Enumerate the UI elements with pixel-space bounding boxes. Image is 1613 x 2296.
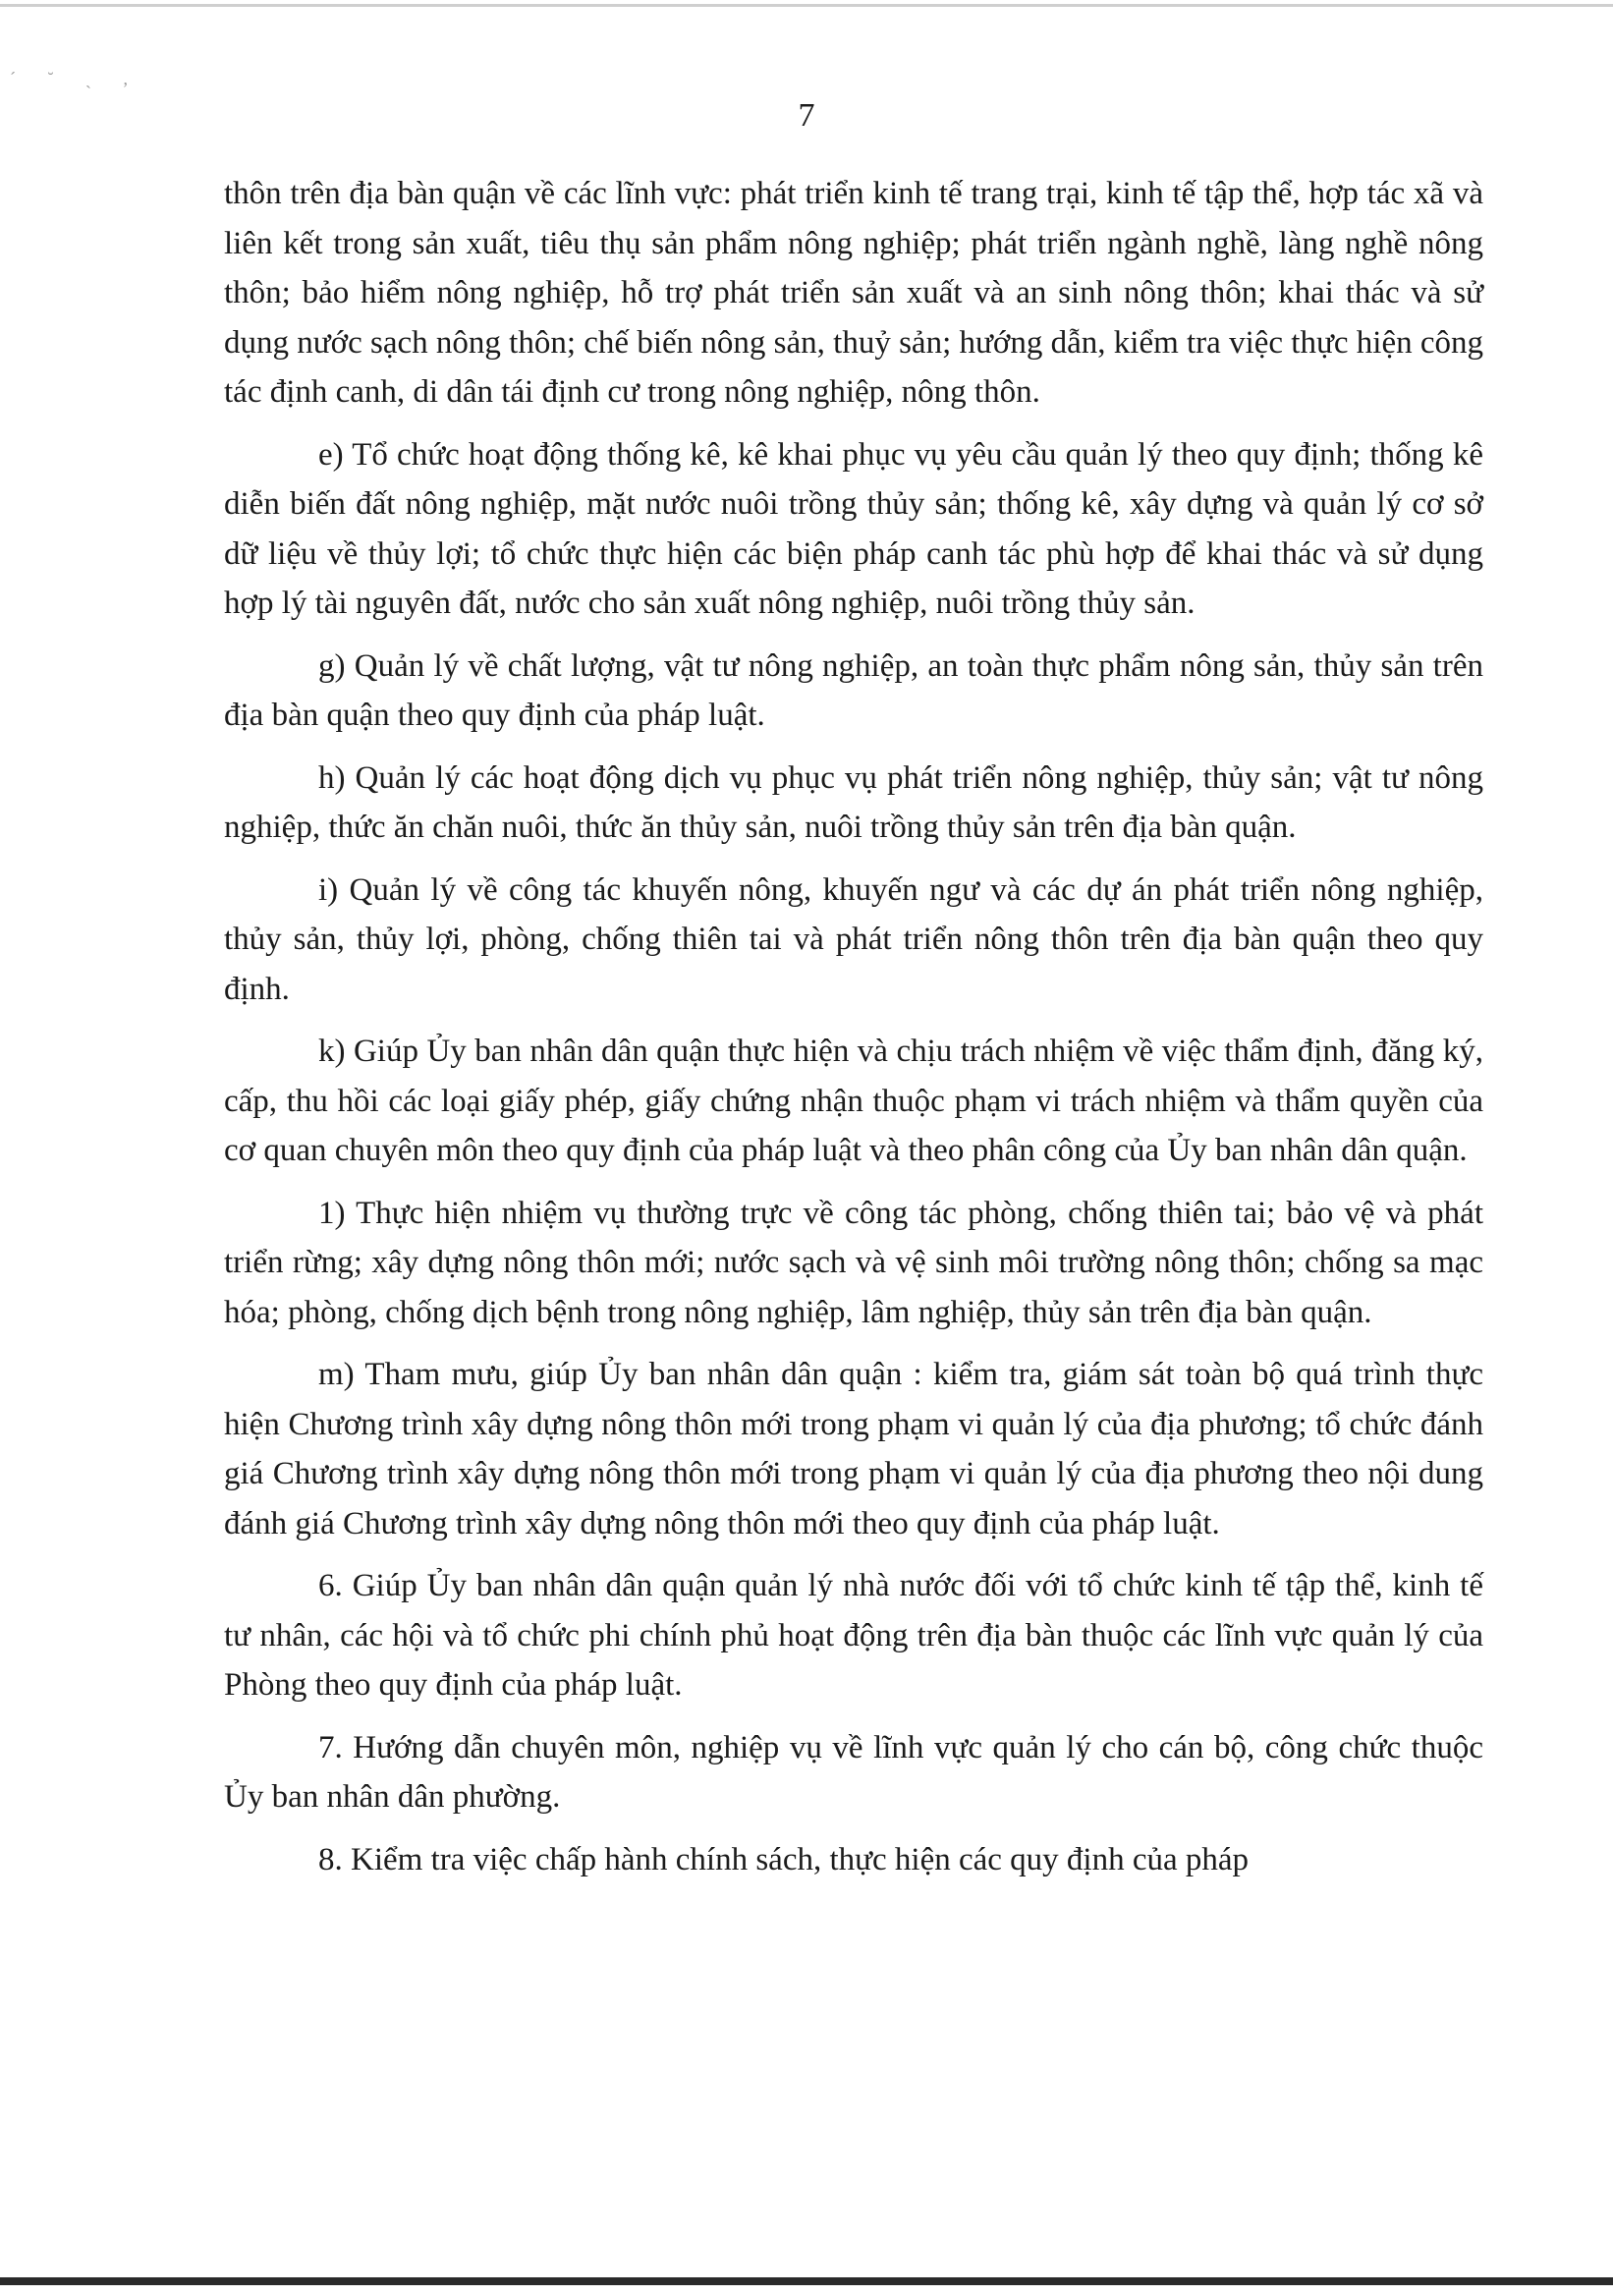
bottom-scan-edge [0,2277,1613,2285]
paragraph-item-e: e) Tổ chức hoạt động thống kê, kê khai phục vụ yêu cầu quản lý theo quy định; thống kê diễn biến đất nông nghiệp, mặt nước nuôi trồng thủy sản; thống kê, xây dựng và quản lý cơ sở dữ liệu về thủy lợi; tổ chức thực hiện các biện pháp canh tác phù hợp để khai thác và sử dụng hợp lý tài nguyên đất, nước cho sản xuất nông nghiệp, nuôi trồng thủy sản. [224,436,1483,621]
paragraph-item-k: k) Giúp Ủy ban nhân dân quận thực hiện và chịu trách nhiệm về việc thẩm định, đăng ký, cấp, thu hồi các loại giấy phép, giấy chứng nhận thuộc phạm vi trách nhiệm và thẩm quyền của cơ quan chuyên môn theo quy định của pháp luật và theo phân công của Ủy ban nhân dân quận. [224,1034,1483,1168]
paragraph-continuation: thôn trên địa bàn quận về các lĩnh vực: phát triển kinh tế trang trại, kinh tế tập thể, hợp tác xã và liên kết trong sản xuất, tiêu thụ sản phẩm nông nghiệp; phát triển ngành nghề, làng nghề nông thôn; bảo hiểm nông nghiệp, hỗ trợ phát triển sản xuất và an sinh nông thôn; khai thác và sử dụng nước sạch nông thôn; chế biến nông sản, thuỷ sản; hướng dẫn, kiểm tra việc thực hiện công tác định canh, di dân tái định cư trong nông nghiệp, nông thôn. [224,176,1483,410]
paragraph-section-7: 7. Hướng dẫn chuyên môn, nghiệp vụ về lĩnh vực quản lý cho cán bộ, công chức thuộc Ủy ban nhân dân phường. [224,1729,1483,1815]
paragraph-item-g: g) Quản lý về chất lượng, vật tư nông nghiệp, an toàn thực phẩm nông sản, thủy sản trên địa bàn quận theo quy định của pháp luật. [224,647,1483,733]
top-scan-edge [0,4,1613,7]
paragraph-item-m: m) Tham mưu, giúp Ủy ban nhân dân quận : kiểm tra, giám sát toàn bộ quá trình thực hiện Chương trình xây dựng nông thôn mới trong phạm vi quản lý của địa phương; tổ chức đánh giá Chương trình xây dựng nông thôn mới trong phạm vi quản lý của địa phương theo nội dung đánh giá Chương trình xây dựng nông thôn mới theo quy định của pháp luật. [224,1357,1483,1541]
document-body [224,169,1483,1897]
paragraph-section-6: 6. Giúp Ủy ban nhân dân quận quản lý nhà nước đối với tổ chức kinh tế tập thể, kinh tế tư nhân, các hội và tổ chức phi chính phủ hoạt động trên địa bàn thuộc các lĩnh vực quản lý của Phòng theo quy định của pháp luật. [224,1568,1483,1703]
paragraph-item-h: h) Quản lý các hoạt động dịch vụ phục vụ phát triển nông nghiệp, thủy sản; vật tư nông nghiệp, thức ăn chăn nuôi, thức ăn thủy sản, nuôi trồng thủy sản trên địa bàn quận. [224,759,1483,845]
paragraph-item-l: 1) Thực hiện nhiệm vụ thường trực về công tác phòng, chống thiên tai; bảo vệ và phát triển rừng; xây dựng nông thôn mới; nước sạch và vệ sinh môi trường nông thôn; chống sa mạc hóa; phòng, chống dịch bệnh trong nông nghiệp, lâm nghiệp, thủy sản trên địa bàn quận. [224,1195,1483,1330]
scan-marks: ´ ˘ ˏ , [10,69,141,88]
paragraph-item-i: i) Quản lý về công tác khuyến nông, khuyến ngư và các dự án phát triển nông nghiệp, thủy sản, thủy lợi, phòng, chống thiên tai và phát triển nông thôn trên địa bàn quận theo quy định. [224,871,1483,1007]
page-number: 7 [798,97,815,134]
paragraph-section-8: 8. Kiểm tra việc chấp hành chính sách, thực hiện các quy định của pháp [318,1841,1250,1877]
